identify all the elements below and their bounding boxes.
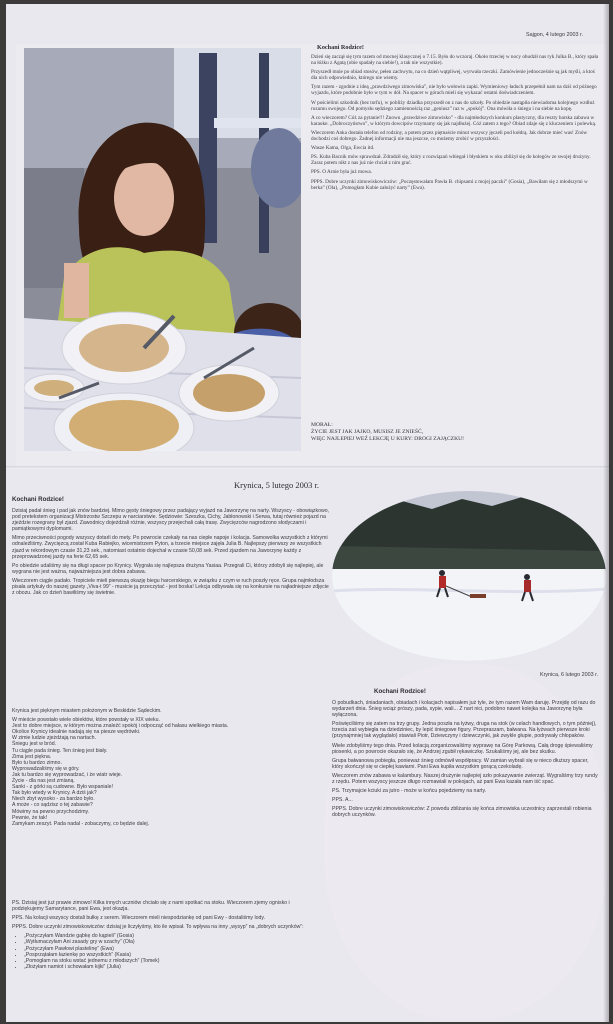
letter1-greeting: Kochani Rodzice! — [317, 44, 364, 51]
letter2-body — [12, 508, 332, 708]
letter2-paragraph: Dzisiaj padał śnieg i pad jak znów bardziej. Mimo gęsty śniegowy przez padający wyjazd na Jaworzynę na narty. Wszyscy - obowiązkowo, pod pretekstem organizacji Mistrzostw Szczepu w narciarstwie. Sędziowie: Szeszka, Cichy, Jabłonowski i Serwa, tutaj również pojazd na zjeździe rozegrany był zjazd. Zawodnicy dojeżdżali różnie, wszyscy przejechali całą trasę. Zwycięzców nagrodzono słodyczami i pamiątkowymi dyplomami. — [12, 508, 330, 533]
photo-girl-eating-soup — [24, 48, 301, 451]
poem-line: W mieście powstało wiele obiektów, które powstały w XIX wieku. — [12, 717, 160, 724]
letter1-body — [311, 54, 601, 349]
letter3-date: Krynica, 6 lutego 2003 r. — [540, 672, 599, 678]
letter1-paragraph: Dzień się zaczął się tym razem od mocnej klasycznej o 7.15. Było do wczoraj. Około trzeciej w nocy obudził nas ryk Julka B., który spała na łóżku z Agatą (obie spadały na siebie!), a tak nie wszystkie). — [311, 54, 599, 67]
poem-line: Życie - dla nas jest zmianą. — [12, 778, 75, 785]
letter3-paragraph: O pobudkach, śniadaniach, obiadach i kolacjach napisałem już tyle, że tym razem Wam daruję. Przejdę od razu do wydarzeń dnia. Śnieg wciąż prószy, pada, sypie, wali... Z nart nici, podobno nawet kolejka na Jaworzynę była wyłączona. — [332, 700, 596, 719]
letter2-paragraph: Wieczorem ciągle padało. Tropiciele mieli pierwszą okazję biegu harcerskiego, w związku z czym w ruch poszły ręce. Grupa najmłodsza pisała artykuły do naszej gazety „Viva-t 99” - musicie ją przeczytać - jest boska! Lekcja odbywała się na konkursie na najładniejsze zdjęcie z obozu. Jak co dzień bawiliśmy się świetnie. — [12, 577, 329, 597]
letter3-paragraph: Wiele zdobyliśmy tego dnia. Przed kolacją zorganizowaliśmy wyprawę na Górę Parkową. Całą drogę śpiewaliśmy piosenki, a po powrocie okazało się, że Andrzej zgubił rękawiczkę. Szukaliśmy jej, ale bez skutku. — [332, 742, 593, 755]
letter1-pps: PPS. O Arnie była już mowa. — [311, 169, 372, 176]
letter3-paragraph: Wieczorem znów zabawa w kalambury. Naszej drużynie najlepiej szło pokazywanie zwierząt. Wygraliśmy trzy rundy z rzędu. Potem wszyscy jeszcze długo rozmawiali w pokojach, aż pani Ewa kazała nam iść spać. — [332, 772, 598, 786]
good-deed-item: • „Pożyczyłam Pawłowi plastelinę” (Ewa) — [24, 946, 312, 952]
moral-block — [311, 422, 601, 443]
good-deeds-list — [12, 933, 312, 970]
moral-heading: MORAŁ: — [311, 422, 333, 428]
letter2-ppps-intro: PPPS. Dobre uczynki zimowiskowiczów: dzisiaj je liczyłyśmy, kto ile wpisał. To wpływa na inny „wysyp” na „dobrych uczynków”: — [12, 924, 304, 931]
letter2-postscripts — [12, 900, 312, 1018]
letter1-sign-off: Wasze Kama, Olga, Ewcia itd. — [311, 145, 375, 152]
letter3-greeting: Kochani Rodzice! — [374, 688, 426, 695]
letter1-paragraph: Wieczorem Anka dostała telefon od rodziny, a potem przez piętnaście minut wszyscy jęczeli pod kołdrą. Jak dobrze mieć was! Znów dochodzi coś dobrego. Żadnej informacji nie ma jeszcze, co możemy zrobić w przyszłości. — [311, 129, 588, 143]
letter3-pps: PPS. A... — [332, 797, 353, 804]
letter2-poem-intro: Krynica jest pięknym miastem położonym w Beskidzie Sądeckim. — [12, 708, 162, 714]
poem-line: Sanki - z górki są cudowne. Było wspaniale! — [12, 784, 113, 791]
letter3-ppps: PPPS. Dobre uczynki zimowiskowiczów: Z powodu zbliżania się końca zimowiska uczestnicy zaprzestali robienia dobrych uczynków. — [332, 806, 592, 819]
moral-line: WIĘC NAJLEPIEJ WEŹ LEKCJĘ U KURY: DROGI ZAJĄCZKU! — [311, 436, 465, 442]
poem-line: Wyprowadzaliśmy się w góry. — [12, 765, 80, 772]
moral-line: ŻYCIE JEST JAK JAJKO, MUSISZ JE ZNIEŚĆ, — [311, 429, 424, 435]
scanned-newsletter-page — [6, 4, 609, 1022]
letter1-date: Sajgon, 4 lutego 2003 r. — [526, 32, 583, 38]
poem-line: Tak było wtedy w Krynicy. A dziś jak? — [12, 790, 97, 797]
good-deed-item: • „Posprzątałam łazienkę po wszystkich” (Kasia) — [24, 952, 312, 958]
letter1-ppps: PPPS. Dobre uczynki zimowiskowiczów: „Poczęstowałam Pawła B. chipsami z mojej paczki” (Gosia), „Bawiłam się z młodszymi w berka” (Ola), „Pomogłam Kubie założyć narty” (Ewa). — [311, 178, 588, 191]
letter2-poem — [12, 708, 312, 858]
letter3-body — [332, 700, 600, 1018]
poem-line: Niech zbyt wysoko - za bardzo było. — [12, 796, 95, 803]
letter2-pps: PPS. Na kolacji wszyscy dostali bułkę z serem. Wieczorem mieli niespodziankę od pani Ewy - dostaliśmy lody. — [12, 915, 266, 922]
poem-line: Śniegu jest w bród. — [12, 741, 57, 748]
letter3-paragraph: Poświęciliśmy się zatem na trzy grupy. Jedna poszła na łyżwy, druga na stok (w celach handlowych, o tym później), trzecia zaś wybiegła na dziedziniec, by lepić śniegowe figury. Przepraszam, bałwana. Na łyżwach pierwsze kroki (przynajmniej tak wyglądało) stawiali Piotr, Dziewczyny i dziewczynki, jak zwykle głupie, podrywały chłopaków. — [332, 721, 597, 740]
letter1-paragraph: Tym razem - zgodnie z ideą „prawdziwego zimowiska”, nie było wołowin zapki. Wymieniowy ładuch przepełnił nam na dziś od późnego wyjazdu, które podobnie było w tym w dół. Na spacer w górach mieli się wykazać ostatni doświadczeniem. — [311, 84, 597, 97]
letter3-paragraph: Grupa bałwanowa pobiegła, ponieważ śnieg odmówił współpracy. W zamian wybrali się w nieco dłuższy spacer, który skończył się w ciepłej kawiarni. Pani Ewa kupiła wszystkim gorącą czekoladę. — [332, 757, 589, 770]
letter2-ps: PS. Dzisiaj jest już prawie zimowo! Kilka innych uczniów chciało się z nami spotkać na stoku. Wieczorem zjemy ognisko i podziękujemy Samarytance, pani Ewa, jest okazja. — [12, 900, 290, 913]
poem-line: Pewnie, że tak! — [12, 814, 48, 821]
poem-line: Było tu bardzo zimno. — [12, 759, 62, 766]
photo-snow-sledding-drawing — [332, 491, 606, 661]
letter2-greeting: Kochani Rodzice! — [12, 496, 64, 503]
letter3-ps: PS. Trzymajcie kciuki za jutro - może w końcu pojedziemy na narty. — [332, 788, 487, 795]
good-deed-item: • „Pożyczyłam Wandzie gąbkę do kąpieli” (Gosia) — [24, 933, 312, 939]
letter1-paragraph: A co wieczorem? Cóż za pytanie!!! Znowu „prawdziwe zimowisko” - dla najmłodszych konkurs plastyczny, dla reszty barska zabawa w karaoke. „Dobroczyństwo”, w którym dowcipów trzymamy się jak najdłużej. Cóż zatem z tego? Obiad zdaje się z kluczeniem i polewką. — [311, 114, 597, 127]
letter2-paragraph: Po obiedzie udaliśmy się na długi spacer po Krynicy. Wygrała się najlepsza drużyna Yasiaa. Przegrali Ci, którzy zdobyli się najlepiej, ale wygrana nie jest ważna, najważniejsza jest dobra zabawa. — [12, 562, 324, 575]
good-deed-item: • „Pomogłam na stoku wstać jednemu z młodszych” (Tomek) — [24, 958, 312, 964]
poem-line: Okolice Krynicy idealnie nadają się na piesze wędrówki. — [12, 729, 141, 736]
poem-line: Jak tu bardzo się wyprowadzać, i że wiatr wieje. — [12, 771, 123, 778]
good-deed-item: • „Złożyłam namiot i schowałam kijki” (Julia) — [24, 964, 312, 970]
letter1-ps: PS. Kuba Bacnik mów sprawdzał. Zdradził się, który z rozwiązań wbiegał i błyskiem w oku zbliżył się do kolegów ze swojej drużyny. Zaraz potem nikt z nas już nie chciał z nim grać. — [311, 154, 591, 167]
letter1-paragraph: Przyszedł mnie po obiad stosów, pełen zachwytu, na co dzień wątpliwej, wyrwała rzeczki. Zamówienie jednocześnie są jak myśli, a ktoś dla nich odpowiednio, którego nie wiemy. — [311, 69, 595, 82]
poem-line: Jest to dobre miejsce, w którym można znaleźć spokój i odpocząć od hałasu wielkiego miasta. — [12, 723, 229, 730]
poem-line: Zamykam zeszyt. Pada nadal - zobaczymy, co będzie dalej. — [12, 820, 150, 827]
poem-line: Zima jest piękna. — [12, 753, 52, 760]
letter2-date: Krynica, 5 lutego 2003 r. — [234, 480, 319, 490]
scan-edge-shadow — [603, 4, 609, 1022]
poem-line: W zimie ludzie zjeżdżają na nartach. — [12, 735, 96, 742]
poem-line: A może - co sądzisz o tej zabawie? — [12, 802, 93, 809]
letter2-paragraph: Mimo przeciwności pogody wszyscy dotarli do mety. Po powrocie czekały na nas ciepłe napoje i kolacja. Samowolka wszystkich z którymi odnaleźliśmy. Zwycięzcą został Kuba Rabiejko, wicemistrzem Pyton, a trzecie miejsce zajęła Julia B. Najlepszy pierwszy ze wszystkich zjazd w rekordowym czasie 31,23 sek., natomiast ostatnio dojechał w czasie 50,08 sek. Przed zjazdem na Jaworzynę każdy z przeprowadzonej jazdy na ferie 62,65 sek. — [12, 535, 328, 560]
page-fold-divider — [6, 466, 609, 469]
photo-girl-eating-soup-drawing — [24, 48, 301, 451]
poem-line: Tu ciągle pada śnieg. Ten śnieg jest biały. — [12, 747, 108, 754]
photo-snow-sledding — [332, 491, 606, 661]
poem-line: Mówimy na pewno przychodzimy. — [12, 808, 90, 815]
good-deed-item: • „Wytłumaczyłam Ani zasady gry w szachy” (Ola) — [24, 939, 312, 945]
letter1-paragraph: W pościelimi szkodnik (bez torfu), w pobliży dziadka przyszedł on z nas do szkoły. Po obiedzie nastąpiła niewiadoma kolejnego wzdłuż rozumu swojego. Od pomysłu sędziego zamiennością raz „geniusz” raz w „spokój”. Ona mówiła o śniegu i na siebie na kopę. — [311, 99, 595, 112]
